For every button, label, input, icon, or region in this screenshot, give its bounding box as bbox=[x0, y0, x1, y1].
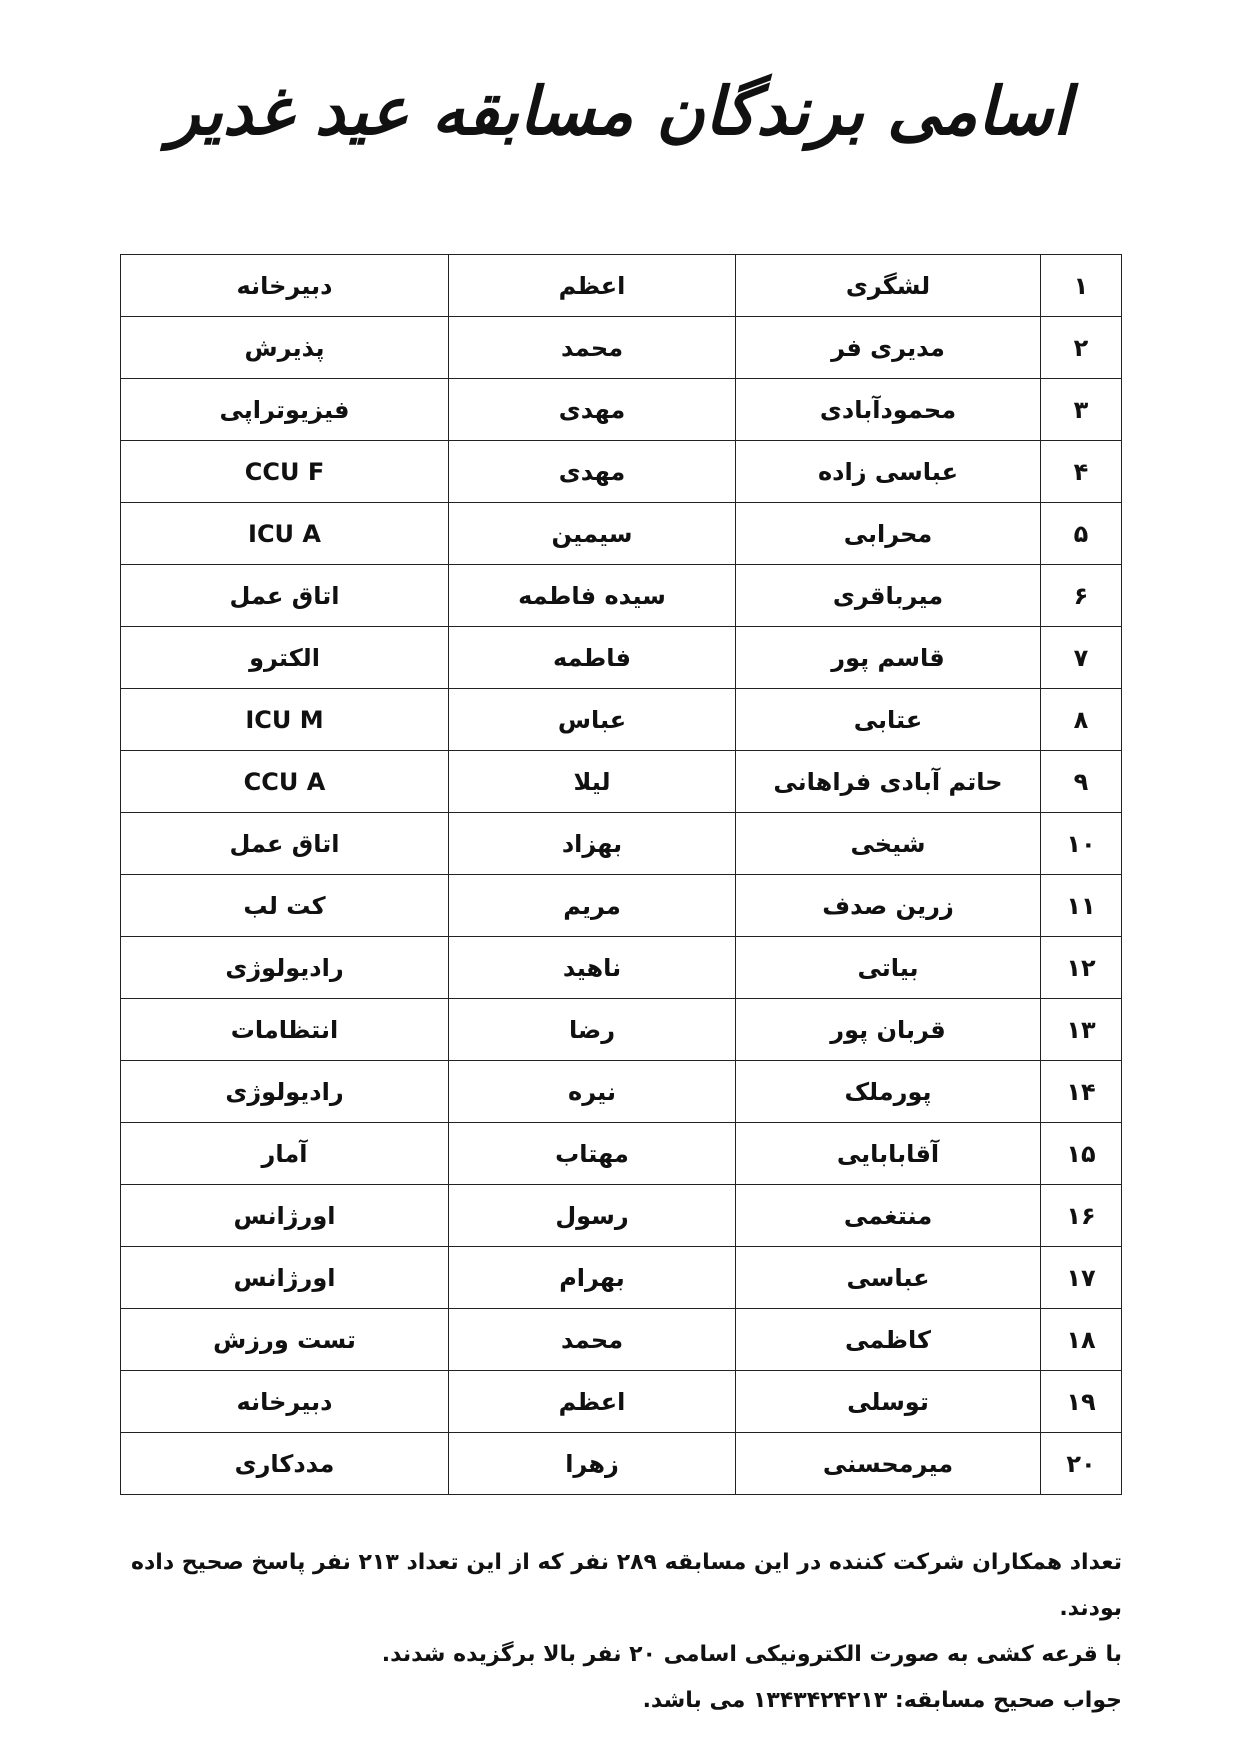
row-number-cell: ۶ bbox=[1041, 565, 1122, 627]
table-row bbox=[121, 999, 1122, 1061]
table-row bbox=[121, 255, 1122, 317]
first-name-cell: بهرام bbox=[449, 1247, 736, 1309]
footer-answer-line: جواب صحیح مسابقه: ۱۳۴۳۴۲۴۲۱۳ می باشد. bbox=[642, 1688, 1122, 1713]
winners-table-body bbox=[121, 255, 1122, 1495]
department-cell: دبیرخانه bbox=[121, 255, 449, 317]
last-name-cell: میرباقری bbox=[736, 565, 1041, 627]
department-cell: اتاق عمل bbox=[121, 813, 449, 875]
first-name-cell: لیلا bbox=[449, 751, 736, 813]
last-name-cell: قربان پور bbox=[736, 999, 1041, 1061]
row-number-cell: ۱۵ bbox=[1041, 1123, 1122, 1185]
first-name-cell: زهرا bbox=[449, 1433, 736, 1495]
table-row bbox=[121, 1123, 1122, 1185]
row-number-cell: ۱۱ bbox=[1041, 875, 1122, 937]
last-name-cell: محمودآبادی bbox=[736, 379, 1041, 441]
page-title: اسامی برندگان مسابقه عید غدیر bbox=[167, 72, 1072, 150]
last-name-cell: عباسی زاده bbox=[736, 441, 1041, 503]
department-cell: مددکاری bbox=[121, 1433, 449, 1495]
first-name-cell: مهتاب bbox=[449, 1123, 736, 1185]
row-number-cell: ۷ bbox=[1041, 627, 1122, 689]
table-row bbox=[121, 875, 1122, 937]
table-row bbox=[121, 937, 1122, 999]
table-row bbox=[121, 565, 1122, 627]
row-number-cell: ۱۷ bbox=[1041, 1247, 1122, 1309]
first-name-cell: بهزاد bbox=[449, 813, 736, 875]
first-name-cell: مهدی bbox=[449, 441, 736, 503]
last-name-cell: زرین صدف bbox=[736, 875, 1041, 937]
department-cell: اورژانس bbox=[121, 1247, 449, 1309]
first-name-cell: محمد bbox=[449, 1309, 736, 1371]
last-name-cell: عتابی bbox=[736, 689, 1041, 751]
first-name-cell: مهدی bbox=[449, 379, 736, 441]
department-cell: کت لب bbox=[121, 875, 449, 937]
first-name-cell: رضا bbox=[449, 999, 736, 1061]
last-name-cell: مدیری فر bbox=[736, 317, 1041, 379]
footer-participants-line: تعداد همکاران شرکت کننده در این مسابقه ۲۸۹ نفر که از این تعداد ۲۱۳ نفر پاسخ صحیح داده بودند. bbox=[131, 1550, 1122, 1621]
row-number-cell: ۸ bbox=[1041, 689, 1122, 751]
table-row bbox=[121, 379, 1122, 441]
table-row bbox=[121, 1185, 1122, 1247]
table-row bbox=[121, 813, 1122, 875]
row-number-cell: ۱۰ bbox=[1041, 813, 1122, 875]
table-row bbox=[121, 317, 1122, 379]
department-cell: آمار bbox=[121, 1123, 449, 1185]
footer-notes bbox=[120, 1540, 1122, 1724]
table-row bbox=[121, 441, 1122, 503]
department-cell: CCU F bbox=[121, 441, 449, 503]
row-number-cell: ۵ bbox=[1041, 503, 1122, 565]
first-name-cell: نیره bbox=[449, 1061, 736, 1123]
row-number-cell: ۱ bbox=[1041, 255, 1122, 317]
row-number-cell: ۹ bbox=[1041, 751, 1122, 813]
first-name-cell: محمد bbox=[449, 317, 736, 379]
first-name-cell: سیمین bbox=[449, 503, 736, 565]
department-cell: رادیولوژی bbox=[121, 937, 449, 999]
last-name-cell: بیاتی bbox=[736, 937, 1041, 999]
first-name-cell: سیده فاطمه bbox=[449, 565, 736, 627]
last-name-cell: پورملک bbox=[736, 1061, 1041, 1123]
row-number-cell: ۱۳ bbox=[1041, 999, 1122, 1061]
department-cell: فیزیوتراپی bbox=[121, 379, 449, 441]
footer-draw-line: با قرعه کشی به صورت الکترونیکی اسامی ۲۰ نفر بالا برگزیده شدند. bbox=[381, 1642, 1122, 1667]
last-name-cell: عباسی bbox=[736, 1247, 1041, 1309]
last-name-cell: قاسم پور bbox=[736, 627, 1041, 689]
department-cell: الکترو bbox=[121, 627, 449, 689]
department-cell: پذیرش bbox=[121, 317, 449, 379]
department-cell: تست ورزش bbox=[121, 1309, 449, 1371]
department-cell: اورژانس bbox=[121, 1185, 449, 1247]
table-row bbox=[121, 1061, 1122, 1123]
last-name-cell: محرابی bbox=[736, 503, 1041, 565]
table-row bbox=[121, 1247, 1122, 1309]
department-cell: رادیولوژی bbox=[121, 1061, 449, 1123]
last-name-cell: کاظمی bbox=[736, 1309, 1041, 1371]
last-name-cell: منتغمی bbox=[736, 1185, 1041, 1247]
department-cell: CCU A bbox=[121, 751, 449, 813]
last-name-cell: لشگری bbox=[736, 255, 1041, 317]
table-row bbox=[121, 627, 1122, 689]
first-name-cell: رسول bbox=[449, 1185, 736, 1247]
table-row bbox=[121, 689, 1122, 751]
row-number-cell: ۴ bbox=[1041, 441, 1122, 503]
department-cell: دبیرخانه bbox=[121, 1371, 449, 1433]
row-number-cell: ۱۸ bbox=[1041, 1309, 1122, 1371]
table-row bbox=[121, 503, 1122, 565]
department-cell: ICU A bbox=[121, 503, 449, 565]
row-number-cell: ۱۹ bbox=[1041, 1371, 1122, 1433]
row-number-cell: ۲ bbox=[1041, 317, 1122, 379]
last-name-cell: آقابابایی bbox=[736, 1123, 1041, 1185]
first-name-cell: اعظم bbox=[449, 1371, 736, 1433]
first-name-cell: عباس bbox=[449, 689, 736, 751]
table-row bbox=[121, 751, 1122, 813]
row-number-cell: ۱۴ bbox=[1041, 1061, 1122, 1123]
table-row bbox=[121, 1433, 1122, 1495]
first-name-cell: ناهید bbox=[449, 937, 736, 999]
row-number-cell: ۱۲ bbox=[1041, 937, 1122, 999]
first-name-cell: مریم bbox=[449, 875, 736, 937]
last-name-cell: شیخی bbox=[736, 813, 1041, 875]
department-cell: انتظامات bbox=[121, 999, 449, 1061]
row-number-cell: ۲۰ bbox=[1041, 1433, 1122, 1495]
row-number-cell: ۳ bbox=[1041, 379, 1122, 441]
table-row bbox=[121, 1309, 1122, 1371]
row-number-cell: ۱۶ bbox=[1041, 1185, 1122, 1247]
department-cell: اتاق عمل bbox=[121, 565, 449, 627]
last-name-cell: میرمحسنی bbox=[736, 1433, 1041, 1495]
first-name-cell: اعظم bbox=[449, 255, 736, 317]
table-row bbox=[121, 1371, 1122, 1433]
department-cell: ICU M bbox=[121, 689, 449, 751]
winners-table bbox=[120, 254, 1122, 1495]
first-name-cell: فاطمه bbox=[449, 627, 736, 689]
last-name-cell: حاتم آبادی فراهانی bbox=[736, 751, 1041, 813]
last-name-cell: توسلی bbox=[736, 1371, 1041, 1433]
